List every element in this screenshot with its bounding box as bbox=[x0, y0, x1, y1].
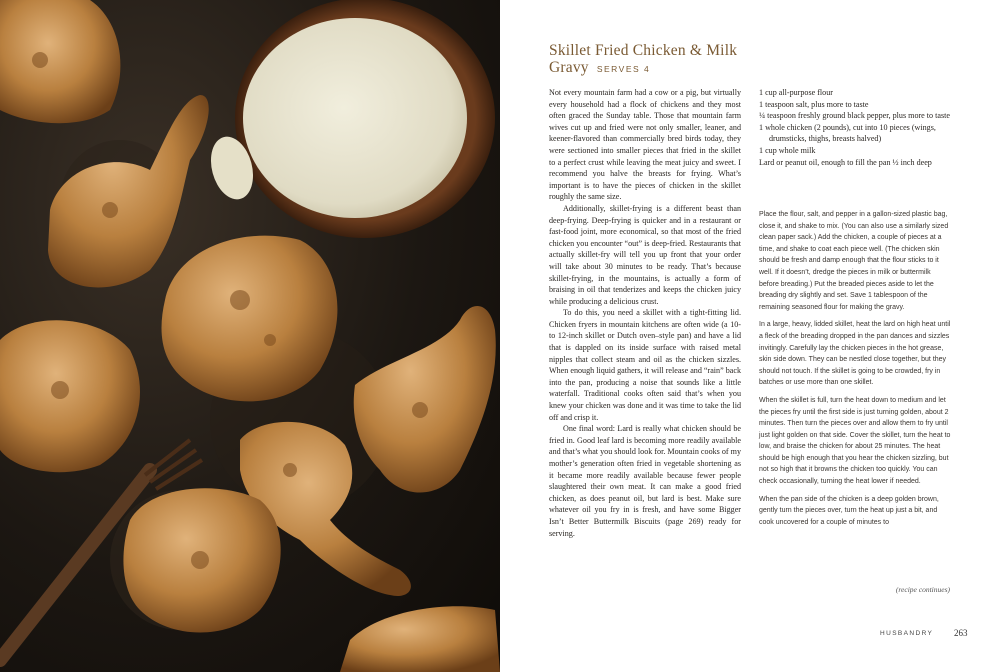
intro-paragraph: One final word: Lard is really what chicken should be fried in. Good leaf lard is becoming more readily available and that’s what you should look for. Mountain cooks of my mother’s generation often fried in vegetable shortening as it became more readily available because fewer people slaughtered their own meat. It can make a good fried chicken, as does peanut oil, but lard is best. Make sure whatever oil you fry in is fresh, and have some Bigger Isn’t Better Buttermilk Biscuits (page 269) ready for serving. bbox=[549, 424, 741, 538]
method-step: In a large, heavy, lidded skillet, heat the lard on high heat until a fleck of the breading dropped in the pan dances and sizzles invitingly. Carefully lay the chicken pieces in the hot grease, skin side down. They can be nestled close together, but they should not touch. If the skillet is going to be crowded, fry in batches or use more than one skillet. bbox=[759, 321, 951, 387]
chicken-wing bbox=[354, 306, 496, 492]
recipe-continues-note: (recipe continues) bbox=[895, 585, 950, 594]
chicken-drumstick bbox=[48, 95, 209, 287]
method-steps bbox=[759, 209, 952, 528]
intro-paragraph: To do this, you need a skillet with a tight-fitting lid. Chicken fryers in mountain kitchens are often wide (a 10- to 12-inch skillet or Dutch oven–style pan) and have a lid that is dappled on its inside surface with raised metal nipples that collect steam and oil as the chicken sizzles. When enough liquid gathers, it will release and “rain” back into the pan, producing a noise that sounds like a little waterfall. Traditional cooks often said that’s when you knew your chicken was done and it was time to take the lid off and crisp it. bbox=[549, 308, 741, 422]
ingredient-item: Lard or peanut oil, enough to fill the pan ½ inch deep bbox=[759, 157, 932, 167]
intro-paragraph: Not every mountain farm had a cow or a pig, but virtually every household had a flock of chickens and they most often graced the Sunday table. Those that mountain farm wives cut up and fried were not only smaller, leaner, and keener-flavored than commercially bred birds today, they were sectioned into smaller pieces that fried in the skillet to a perfect crust while leaving the meat juicy and sweet. I recommend you halve the breasts for frying. What’s important is to have the pieces of chicken in the skillet roughly the same size. bbox=[549, 88, 741, 202]
intro-paragraph: Additionally, skillet-frying is a different beast than deep-frying. Deep-frying is quicker and in a restaurant or fast-food joint, more economical, so that most of the fried chicken you encounter “out” is deep-fried. Restaurants that actually skillet-fry will tell you up front that your order will take about 30 minutes to be ready. That’s because skillet-frying, in the mountains, is actually a form of braising in oil that tenderizes and keeps the chicken juicy while producing a delicious crust. bbox=[549, 203, 741, 306]
method-step: When the skillet is full, turn the heat down to medium and let the pieces fry until the first side is just turning golden, about 2 minutes. Then turn the pieces over and allow them to fry until just light golden on that side. Cover the skillet, turn the heat to low, and braise the chicken for about 25 minutes. The heat should be high enough that you hear the chicken sizzling, but not so high that it browns the chicken too quickly. You can check occasionally, turning the heat lower if needed. bbox=[759, 396, 951, 486]
ingredient-item: 1 cup whole milk bbox=[759, 145, 816, 155]
page-number: 263 bbox=[954, 628, 968, 638]
intro-text bbox=[549, 87, 741, 539]
ingredient-item: 1 whole chicken (2 pounds), cut into 10 pieces (wings, drumsticks, thighs, breasts halved) bbox=[759, 122, 936, 144]
serves-label: SERVES 4 bbox=[596, 64, 651, 74]
chicken-thigh bbox=[162, 236, 338, 402]
method-step: Place the flour, salt, and pepper in a gallon-sized plastic bag, close it, and shake to mix. (You can also use a similarly sized clean paper sack.) Add the chicken, a couple of pieces at a time, and shake to coat each piece well. (The chicken skin should be fresh and damp enough that the flour sticks to it well. If it doesn’t, dredge the pieces in milk or buttermilk before breading.) Put the breaded pieces aside to let the breading dry slightly and set. Save 1 tablespoon of the remaining seasoned flour for making the gravy. bbox=[759, 211, 949, 311]
ingredient-item: ¼ teaspoon freshly ground black pepper, plus more to taste bbox=[759, 111, 950, 121]
chicken-piece-corner bbox=[340, 606, 500, 672]
method-step: When the pan side of the chicken is a deep golden brown, gently turn the pieces over, turn the heat up just a bit, and cook uncovered for a couple of minutes to bbox=[759, 495, 939, 526]
chicken-piece bbox=[0, 0, 120, 123]
ingredient-item: 1 cup all-purpose flour bbox=[759, 88, 833, 97]
ingredient-list bbox=[759, 87, 969, 168]
ingredient-item: 1 teaspoon salt, plus more to taste bbox=[759, 99, 869, 109]
running-head: HUSBANDRY bbox=[880, 630, 934, 637]
milk-gravy bbox=[243, 18, 467, 218]
chicken-breast bbox=[0, 320, 140, 472]
recipe-title bbox=[549, 42, 749, 78]
recipe-title-text: Skillet Fried Chicken & Milk Gravy bbox=[549, 42, 738, 76]
